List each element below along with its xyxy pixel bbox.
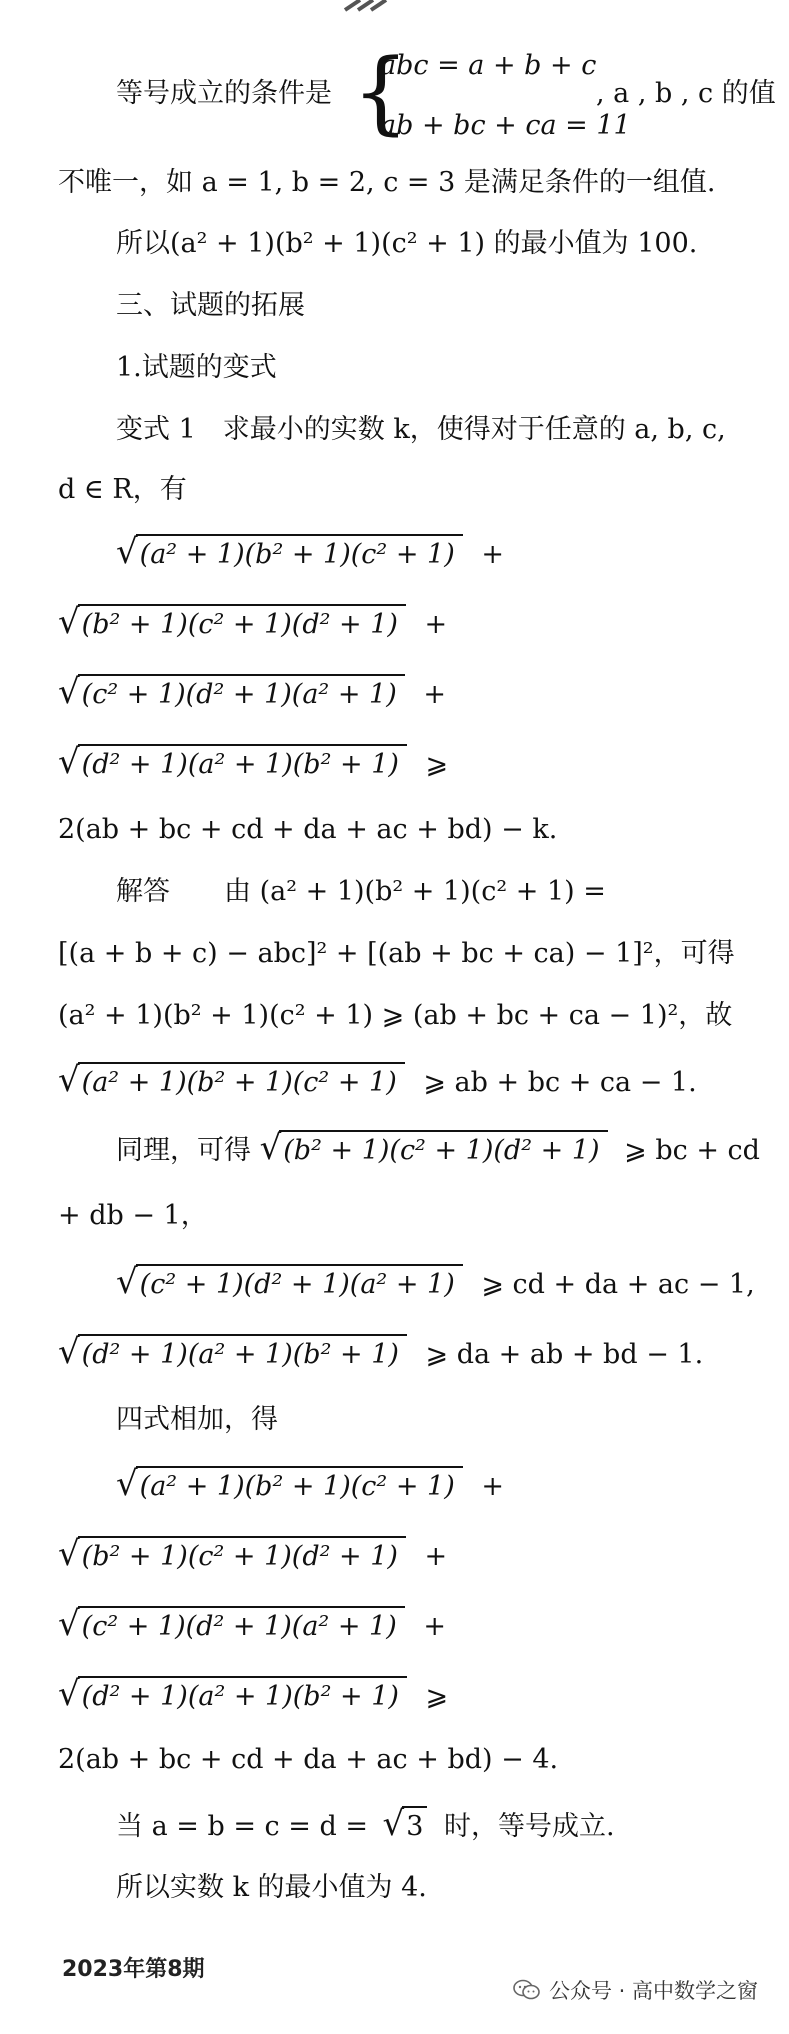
radical-line: √ (c² + 1)(d² + 1)(a² + 1) ⩾ cd + da + ac − 1, [116,1262,755,1302]
math-line: + db − 1， [58,1200,208,1231]
system-brace: { [352,40,410,145]
system-eq-1: abc = a + b + c [380,50,597,81]
text-line: d ∈ R，有 [58,474,187,505]
radical-line: √ (a² + 1)(b² + 1)(c² + 1) ⩾ ab + bc + ca − 1. [58,1060,697,1100]
text-line: 所以(a² + 1)(b² + 1)(c² + 1) 的最小值为 100. [116,228,698,259]
condition-prefix: 等号成立的条件是 [116,78,332,109]
solution-line: 解答 由 (a² + 1)(b² + 1)(c² + 1) = [116,876,606,907]
radical-line: √ (d² + 1)(a² + 1)(b² + 1) ⩾ [58,742,449,782]
text-line: 不唯一，如 a = 1, b = 2, c = 3 是满足条件的一组值. [58,167,716,198]
math-line: 2(ab + bc + cd + da + ac + bd) − 4. [58,1744,559,1775]
radical-line: √ (a² + 1)(b² + 1)(c² + 1) + [116,532,504,572]
radical-line: √ (b² + 1)(c² + 1)(d² + 1) + [58,1534,448,1574]
conclusion-line: 所以实数 k 的最小值为 4. [116,1872,427,1903]
text-line: 四式相加，得 [116,1404,278,1435]
watermark [513,1975,758,2005]
header-decoration [340,0,410,12]
subsection-heading: 1.试题的变式 [116,352,277,383]
issue-label: 2023年第8期 [62,1957,205,1982]
math-line: (a² + 1)(b² + 1)(c² + 1) ⩾ (ab + bc + ca − 1)²，故 [58,1000,733,1031]
system-eq-2: ab + bc + ca = 11 [380,110,631,141]
math-line: 2(ab + bc + cd + da + ac + bd) − k. [58,814,558,845]
radical-line: √ (c² + 1)(d² + 1)(a² + 1) + [58,1604,446,1644]
radical-line: 同理，可得 √ (b² + 1)(c² + 1)(d² + 1) ⩾ bc + cd [116,1128,760,1168]
radical-line: √ (b² + 1)(c² + 1)(d² + 1) + [58,602,448,642]
radical-line: √ (a² + 1)(b² + 1)(c² + 1) + [116,1464,504,1504]
math-line: [(a + b + c) − abc]² + [(ab + bc + ca) − 1]²，可得 [58,938,735,969]
equality-condition: 当 a = b = c = d = √ 3 时，等号成立. [116,1804,615,1844]
condition-suffix: , a , b , c 的值 [596,78,776,109]
section-heading: 三、试题的拓展 [116,290,305,321]
watermark-text: 公众号 · 高中数学之窗 [549,1979,759,2003]
wechat-icon [513,1979,541,2001]
radical-line: √ (c² + 1)(d² + 1)(a² + 1) + [58,672,446,712]
radical-line: √ (d² + 1)(a² + 1)(b² + 1) ⩾ [58,1674,449,1714]
variant-statement: 变式 1 求最小的实数 k，使得对于任意的 a, b, c, [116,414,726,445]
radical-line: √ (d² + 1)(a² + 1)(b² + 1) ⩾ da + ab + bd − 1. [58,1332,704,1372]
